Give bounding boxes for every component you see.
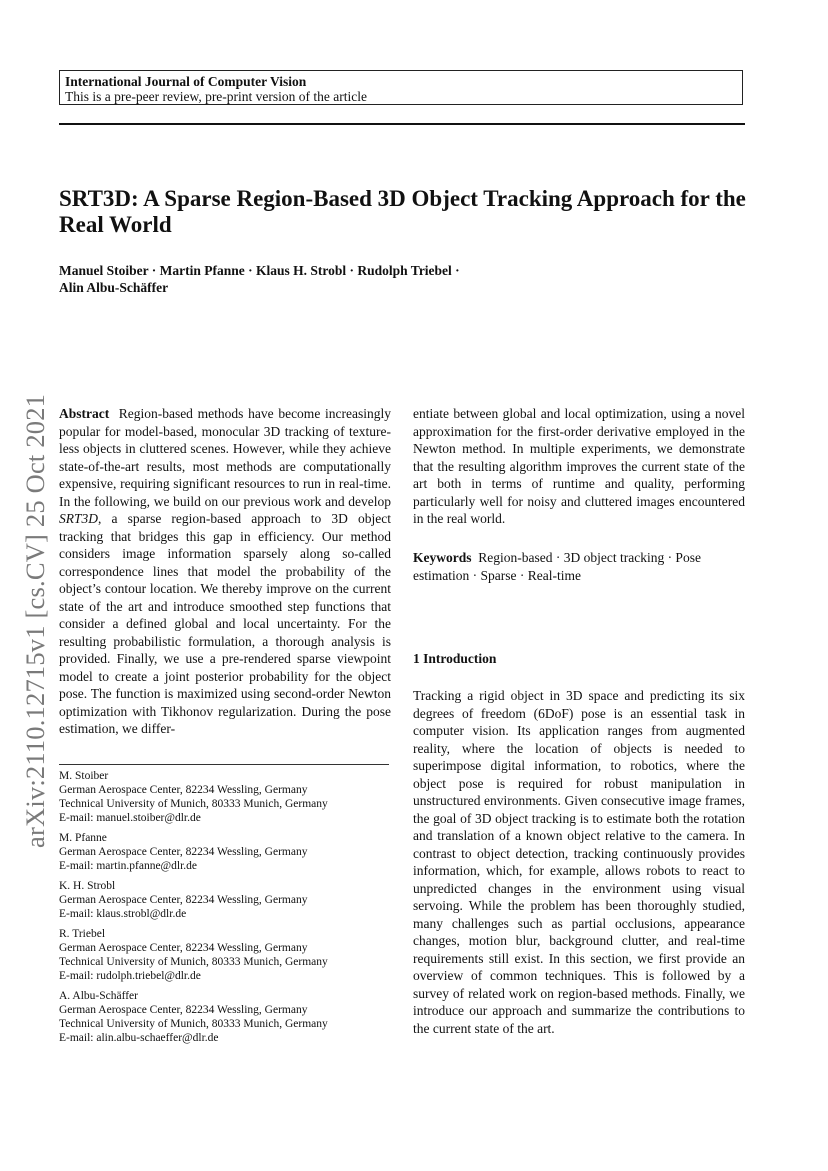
affiliation-email: E-mail: manuel.stoiber@dlr.de (59, 812, 201, 824)
authors-line-2: Alin Albu-Schäffer (59, 280, 169, 295)
abstract-label: Abstract (59, 406, 110, 421)
affiliation-line: German Aerospace Center, 82234 Wessling, Germany (59, 894, 308, 906)
affiliation-line: Technical University of Munich, 80333 Munich, Germany (59, 956, 328, 968)
affiliation-email: E-mail: klaus.strobl@dlr.de (59, 908, 187, 920)
journal-note: This is a pre-peer review, pre-print version of the article (65, 89, 367, 104)
arxiv-stamp: arXiv:2110.12715v1 [cs.CV] 25 Oct 2021 (20, 393, 50, 848)
keywords-block (413, 549, 745, 584)
section-heading-introduction: 1 Introduction (413, 651, 497, 666)
abstract-right-column (413, 405, 745, 528)
method-name: SRT3D (59, 511, 99, 526)
header-rule (59, 123, 745, 125)
affiliation-pfanne (59, 831, 399, 873)
journal-name: International Journal of Computer Vision (65, 74, 307, 89)
affiliation-albu-schaeffer (59, 989, 399, 1045)
affiliation-line: German Aerospace Center, 82234 Wessling, Germany (59, 784, 308, 796)
abstract-text-b: , a sparse region-based approach to 3D object tracking that bridges this gap in efficiency. Our method considers image information sparsely along so-called correspondence lines that model the probability of the object’s contour location. We thereby improve on the current state of the art and introduce smoothed step functions that consider a defined global and local uncertainty. For the resulting probabilistic formulation, a thorough analysis is provided. Finally, we use a pre-rendered sparse viewpoint model to create a joint posterior probability for the object pose. The function is maximized using second-order Newton optimization with Tikhonov regularization. During the pose estimation, we differ- (59, 511, 391, 736)
affiliation-line: German Aerospace Center, 82234 Wessling, Germany (59, 846, 308, 858)
affiliation-name: K. H. Strobl (59, 880, 116, 892)
affiliation-name: M. Pfanne (59, 832, 107, 844)
affiliation-email: E-mail: martin.pfanne@dlr.de (59, 860, 198, 872)
affiliation-line: Technical University of Munich, 80333 Munich, Germany (59, 1018, 328, 1030)
journal-header-box (59, 70, 743, 105)
introduction-column (413, 687, 745, 1037)
authors-line-1: Manuel Stoiber · Martin Pfanne · Klaus H. Strobl · Rudolph Triebel · (59, 263, 460, 278)
affiliation-strobl (59, 879, 399, 921)
affiliation-triebel (59, 927, 399, 983)
abstract-left-column (59, 405, 391, 738)
affiliations (59, 769, 399, 1051)
affiliation-name: A. Albu-Schäffer (59, 990, 138, 1002)
introduction-paragraph: Tracking a rigid object in 3D space and predicting its six degrees of freedom (6DoF) pose is an essential task in computer vision. Its application ranges from augmented reality, where the location of objects is needed to superimpose digital information, to robotics, where the object pose is required for robust manipulation in unstructured environments. Given consecutive image frames, the goal of 3D object tracking is to estimate both the rotation and translation of a known object relative to the camera. In contrast to object detection, tracking continuously provides information, which, for example, allows robots to react to unpredicted changes in the environment using visual servoing. While the problem has been thoroughly studied, many challenges such as partial occlusions, appearance changes, motion blur, background clutter, and real-time requirements still exist. In this section, we first provide an overview of common techniques. This is followed by a survey of related work on region-based methods. Finally, we introduce our approach and summarize the contributions to the current state of the art. (413, 688, 745, 1036)
abstract-paragraph (59, 405, 391, 738)
keywords-label: Keywords (413, 550, 472, 565)
affiliation-stoiber (59, 769, 399, 825)
affiliation-line: German Aerospace Center, 82234 Wessling, Germany (59, 1004, 308, 1016)
abstract-text-a: Region-based methods have become increasingly popular for model-based, monocular 3D tracking of texture-less objects in cluttered scenes. However, while they achieve state-of-the-art results, most methods are computationally expensive, requiring significant resources to run in real-time. In the following, we build on our previous work and develop (59, 406, 392, 509)
affiliation-rule (59, 764, 389, 765)
affiliation-name: R. Triebel (59, 928, 106, 940)
author-list (59, 262, 749, 296)
affiliation-name: M. Stoiber (59, 770, 109, 782)
affiliation-line: German Aerospace Center, 82234 Wessling, Germany (59, 942, 308, 954)
affiliation-email: E-mail: alin.albu-schaeffer@dlr.de (59, 1032, 219, 1044)
affiliation-line: Technical University of Munich, 80333 Munich, Germany (59, 798, 328, 810)
keywords-text: Region-based · 3D object tracking · Pose estimation · Sparse · Real-time (413, 550, 701, 583)
abstract-continuation: entiate between global and local optimization, using a novel approximation for the first-order derivative employed in the Newton method. In multiple experiments, we demonstrate that the resulting algorithm improves the current state of the art both in terms of runtime and quality, performing particularly well for noisy and cluttered images encountered in the real world. (413, 406, 745, 526)
paper-title: SRT3D: A Sparse Region-Based 3D Object Tracking Approach for the Real World (59, 186, 746, 237)
affiliation-email: E-mail: rudolph.triebel@dlr.de (59, 970, 201, 982)
